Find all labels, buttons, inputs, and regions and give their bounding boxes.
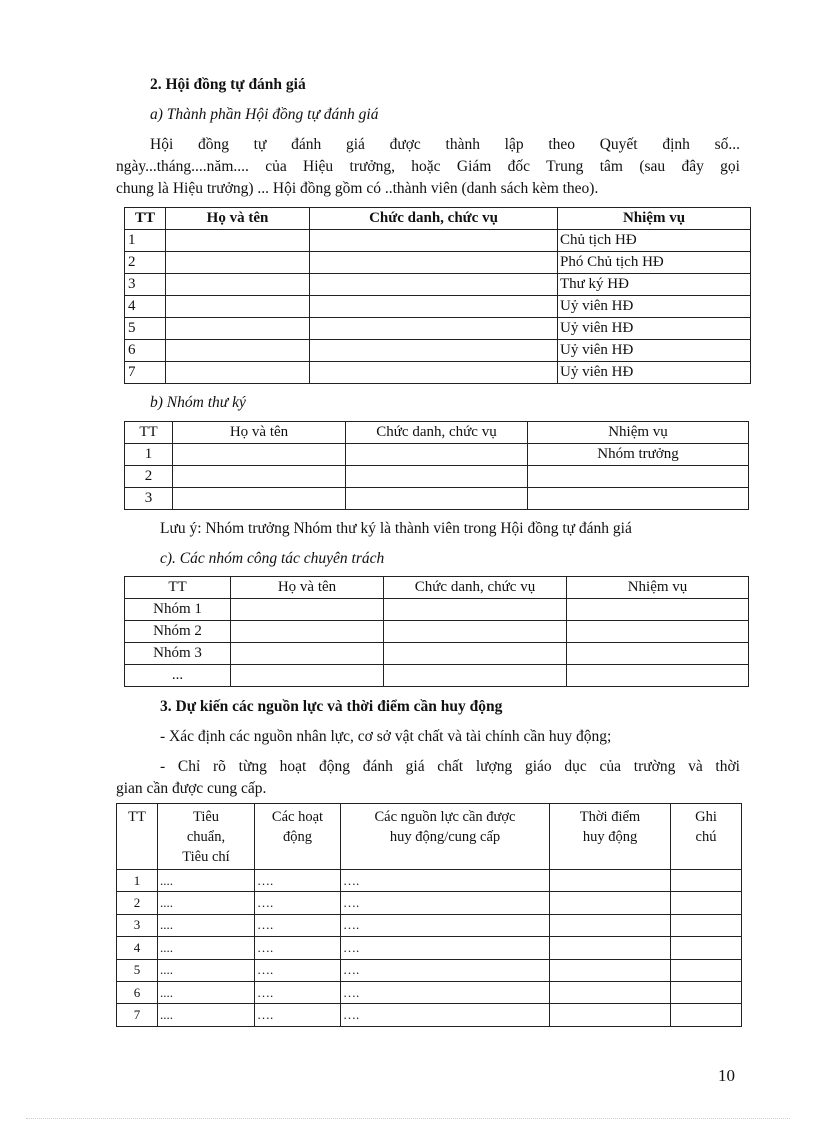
groups-table (124, 576, 749, 687)
cell-tt: 2 (117, 892, 158, 914)
cell-title (346, 488, 528, 510)
cell-name (166, 362, 310, 384)
cell-duty: Uỷ viên HĐ (558, 318, 751, 340)
cell-title (384, 643, 567, 665)
cell-activities: …. (255, 981, 341, 1003)
cell-resources: …. (341, 914, 550, 936)
cell-tt: 3 (125, 488, 173, 510)
cell-time (550, 870, 671, 892)
table-row (117, 981, 742, 1003)
cell-name (166, 274, 310, 296)
cell-tt: 6 (125, 340, 166, 362)
activities-header-line-2: động (283, 829, 312, 845)
paragraph-line-1: Hội đồng tự đánh giá được thành lập theo Quyết định số... (150, 136, 740, 153)
criteria-header-line-2: chuẩn, (186, 829, 226, 845)
cell-tt: 4 (117, 937, 158, 959)
criteria-header-line-3: Tiêu chí (182, 849, 230, 865)
table-row (125, 274, 751, 296)
council-table-header (125, 208, 751, 230)
cell-activities: …. (255, 1004, 341, 1026)
cell-tt: 6 (117, 981, 158, 1003)
cell-tt: ... (125, 665, 231, 687)
secretary-note: Lưu ý: Nhóm trưởng Nhóm thư ký là thành viên trong Hội đồng tự đánh giá (160, 520, 632, 537)
col-header-note (671, 804, 742, 870)
cell-tt: 5 (125, 318, 166, 340)
cell-criteria: .... (158, 981, 255, 1003)
time-header-line-1: Thời điểm (579, 809, 641, 825)
cell-criteria: .... (158, 870, 255, 892)
col-header-tt-text: TT (128, 809, 146, 825)
cell-resources: …. (341, 981, 550, 1003)
cell-title (310, 362, 558, 384)
cell-tt: 5 (117, 959, 158, 981)
table-row (117, 914, 742, 936)
table-row (125, 488, 749, 510)
table-row (117, 870, 742, 892)
cell-criteria: .... (158, 937, 255, 959)
cell-duty: Thư ký HĐ (558, 274, 751, 296)
cell-criteria: .... (158, 892, 255, 914)
groups-table-header (125, 577, 749, 599)
col-header-tt: TT (125, 577, 231, 599)
table-row (117, 892, 742, 914)
cell-activities: …. (255, 959, 341, 981)
resources-table-header (117, 804, 742, 870)
col-header-time (550, 804, 671, 870)
cell-title (384, 621, 567, 643)
cell-activities: …. (255, 892, 341, 914)
cell-title (310, 230, 558, 252)
cell-time (550, 959, 671, 981)
resources-header-line-1: Các nguồn lực cần được (374, 809, 516, 825)
cell-note (671, 914, 742, 936)
bullet-2-line-2: gian cần được cung cấp. (116, 780, 267, 797)
cell-duty: Chủ tịch HĐ (558, 230, 751, 252)
cell-duty: Uỷ viên HĐ (558, 340, 751, 362)
cell-tt: 7 (117, 1004, 158, 1026)
cell-tt: 3 (125, 274, 166, 296)
cell-activities: …. (255, 914, 341, 936)
table-row (125, 318, 751, 340)
cell-title (310, 318, 558, 340)
secretary-table (124, 421, 749, 510)
cell-resources: …. (341, 959, 550, 981)
cell-title (310, 252, 558, 274)
cell-tt: 4 (125, 296, 166, 318)
cell-duty (567, 599, 749, 621)
col-header-duty: Nhiệm vụ (528, 422, 749, 444)
cell-name (231, 621, 384, 643)
cell-tt: 1 (125, 444, 173, 466)
cell-name (166, 296, 310, 318)
cell-criteria: .... (158, 914, 255, 936)
table-row (125, 621, 749, 643)
cell-name (173, 466, 346, 488)
table-row (125, 643, 749, 665)
cell-title (346, 444, 528, 466)
cell-activities: …. (255, 937, 341, 959)
cell-time (550, 981, 671, 1003)
note-header-line-1: Ghi (695, 809, 717, 825)
col-header-tt (117, 804, 158, 870)
table-row (125, 444, 749, 466)
cell-activities: …. (255, 870, 341, 892)
cell-note (671, 1004, 742, 1026)
table-row (117, 1004, 742, 1026)
cell-resources: …. (341, 892, 550, 914)
cell-name (173, 488, 346, 510)
council-table (124, 207, 751, 384)
secretary-table-header (125, 422, 749, 444)
col-header-title: Chức danh, chức vụ (346, 422, 528, 444)
cell-name (231, 665, 384, 687)
col-header-title: Chức danh, chức vụ (310, 208, 558, 230)
cell-time (550, 914, 671, 936)
cell-tt: Nhóm 1 (125, 599, 231, 621)
cell-duty: Uỷ viên HĐ (558, 296, 751, 318)
col-header-name: Họ và tên (173, 422, 346, 444)
cell-title (310, 296, 558, 318)
section-3-heading: 3. Dự kiến các nguồn lực và thời điểm cần huy động (160, 698, 503, 715)
col-header-activities (255, 804, 341, 870)
cell-tt: 7 (125, 362, 166, 384)
cell-tt: 1 (117, 870, 158, 892)
table-row (125, 362, 751, 384)
note-header-line-2: chú (695, 829, 717, 845)
table-row (125, 252, 751, 274)
criteria-header-line-1: Tiêu (192, 809, 220, 825)
activities-header-line-1: Các hoạt (271, 809, 324, 825)
cell-resources: …. (341, 937, 550, 959)
cell-duty (567, 665, 749, 687)
cell-duty: Uỷ viên HĐ (558, 362, 751, 384)
cell-duty (567, 643, 749, 665)
table-row (125, 296, 751, 318)
cell-criteria: .... (158, 959, 255, 981)
paragraph-line-2: ngày...tháng....năm.... của Hiệu trưởng, hoặc Giám đốc Trung tâm (sau đây gọi (116, 158, 740, 175)
cell-note (671, 892, 742, 914)
cell-tt: 1 (125, 230, 166, 252)
cell-name (166, 340, 310, 362)
table-row (125, 230, 751, 252)
page-bottom-divider (26, 1118, 790, 1119)
cell-note (671, 959, 742, 981)
resources-table (116, 803, 742, 1027)
col-header-duty: Nhiệm vụ (558, 208, 751, 230)
subsection-b-heading: b) Nhóm thư ký (150, 394, 246, 411)
table-row (117, 959, 742, 981)
cell-tt: Nhóm 3 (125, 643, 231, 665)
page-number: 10 (718, 1066, 735, 1085)
table-row (117, 937, 742, 959)
cell-name (166, 318, 310, 340)
cell-name (166, 252, 310, 274)
cell-title (384, 665, 567, 687)
cell-time (550, 1004, 671, 1026)
time-header-line-2: huy động (582, 829, 638, 845)
table-row (125, 466, 749, 488)
resources-header-line-2: huy động/cung cấp (389, 829, 501, 845)
cell-title (384, 599, 567, 621)
col-header-tt: TT (125, 422, 173, 444)
section-2-heading: 2. Hội đồng tự đánh giá (150, 76, 306, 93)
col-header-criteria (158, 804, 255, 870)
col-header-resources (341, 804, 550, 870)
cell-note (671, 870, 742, 892)
cell-criteria: .... (158, 1004, 255, 1026)
cell-resources: …. (341, 870, 550, 892)
cell-note (671, 937, 742, 959)
table-row (125, 599, 749, 621)
col-header-name: Họ và tên (166, 208, 310, 230)
cell-tt: 3 (117, 914, 158, 936)
cell-title (310, 274, 558, 296)
cell-duty (567, 621, 749, 643)
cell-time (550, 937, 671, 959)
cell-time (550, 892, 671, 914)
cell-title (346, 466, 528, 488)
cell-name (166, 230, 310, 252)
cell-tt: 2 (125, 252, 166, 274)
paragraph-line-3: chung là Hiệu trưởng) ... Hội đồng gồm có ..thành viên (danh sách kèm theo). (116, 180, 599, 197)
subsection-a-heading: a) Thành phần Hội đồng tự đánh giá (150, 106, 379, 123)
subsection-c-heading: c). Các nhóm công tác chuyên trách (160, 550, 385, 567)
cell-name (173, 444, 346, 466)
col-header-tt: TT (125, 208, 166, 230)
col-header-name: Họ và tên (231, 577, 384, 599)
cell-duty: Nhóm trưởng (528, 444, 749, 466)
cell-duty (528, 466, 749, 488)
cell-note (671, 981, 742, 1003)
bullet-1: - Xác định các nguồn nhân lực, cơ sở vật chất và tài chính cần huy động; (160, 728, 612, 745)
table-row (125, 665, 749, 687)
cell-duty (528, 488, 749, 510)
col-header-duty: Nhiệm vụ (567, 577, 749, 599)
cell-title (310, 340, 558, 362)
col-header-title: Chức danh, chức vụ (384, 577, 567, 599)
cell-name (231, 643, 384, 665)
cell-tt: Nhóm 2 (125, 621, 231, 643)
table-row (125, 340, 751, 362)
cell-name (231, 599, 384, 621)
cell-duty: Phó Chủ tịch HĐ (558, 252, 751, 274)
cell-tt: 2 (125, 466, 173, 488)
bullet-2-line-1: - Chỉ rõ từng hoạt động đánh giá chất lượng giáo dục của trường và thời (160, 758, 740, 775)
cell-resources: …. (341, 1004, 550, 1026)
